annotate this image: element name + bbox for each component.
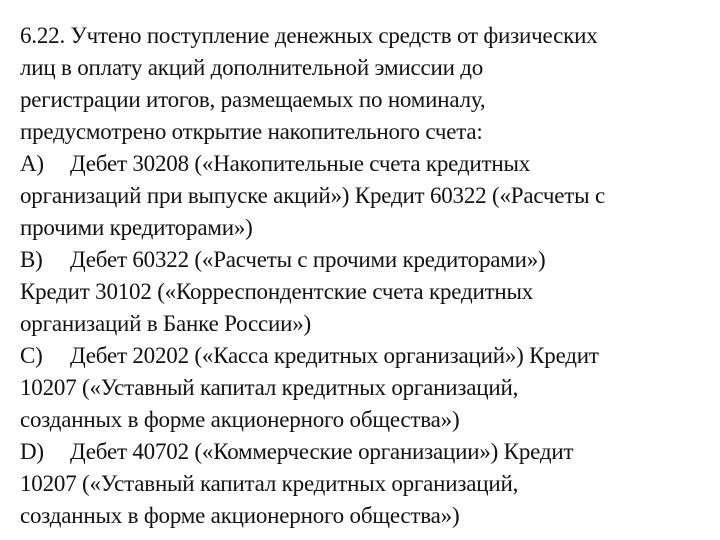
option-line: 10207 («Уставный капитал кредитных организаций, — [20, 375, 519, 400]
answer-option-b — [20, 244, 700, 340]
option-line: Кредит 30102 («Корреспондентские счета кредитных — [20, 279, 534, 304]
option-line: организаций в Банке России») — [20, 311, 312, 336]
question-text — [20, 20, 700, 148]
option-line: организаций при выпуске акций») Кредит 60322 («Расчеты с — [20, 183, 605, 208]
option-line: 10207 («Уставный капитал кредитных организаций, — [20, 471, 519, 496]
question-line: лиц в оплату акций дополнительной эмиссии до — [20, 55, 484, 80]
option-line: созданных в форме акционерного общества») — [20, 503, 460, 528]
option-text: Дебет 20202 («Касса кредитных организаций») Кредит — [70, 343, 599, 368]
answer-option-d — [20, 436, 700, 532]
option-line: прочими кредиторами») — [20, 215, 253, 240]
question-document — [20, 20, 700, 532]
option-text: Дебет 60322 («Расчеты с прочими кредиторами») — [70, 247, 546, 272]
question-line: регистрации итогов, размещаемых по номиналу, — [20, 87, 486, 112]
option-letter: A) — [20, 151, 44, 176]
option-letter: B) — [20, 247, 43, 272]
answer-option-a — [20, 148, 700, 244]
option-letter: D) — [20, 439, 44, 464]
option-line: созданных в форме акционерного общества») — [20, 407, 460, 432]
question-line: предусмотрено открытие накопительного счета: — [20, 119, 483, 144]
option-first-line — [20, 436, 700, 468]
option-first-line — [20, 148, 700, 180]
option-first-line — [20, 244, 700, 276]
answer-option-c — [20, 340, 700, 436]
option-letter: C) — [20, 343, 43, 368]
question-line: 6.22. Учтено поступление денежных средств от физических — [20, 23, 598, 48]
option-text: Дебет 40702 («Коммерческие организации») Кредит — [70, 439, 574, 464]
option-first-line — [20, 340, 700, 372]
option-text: Дебет 30208 («Накопительные счета кредитных — [70, 151, 531, 176]
